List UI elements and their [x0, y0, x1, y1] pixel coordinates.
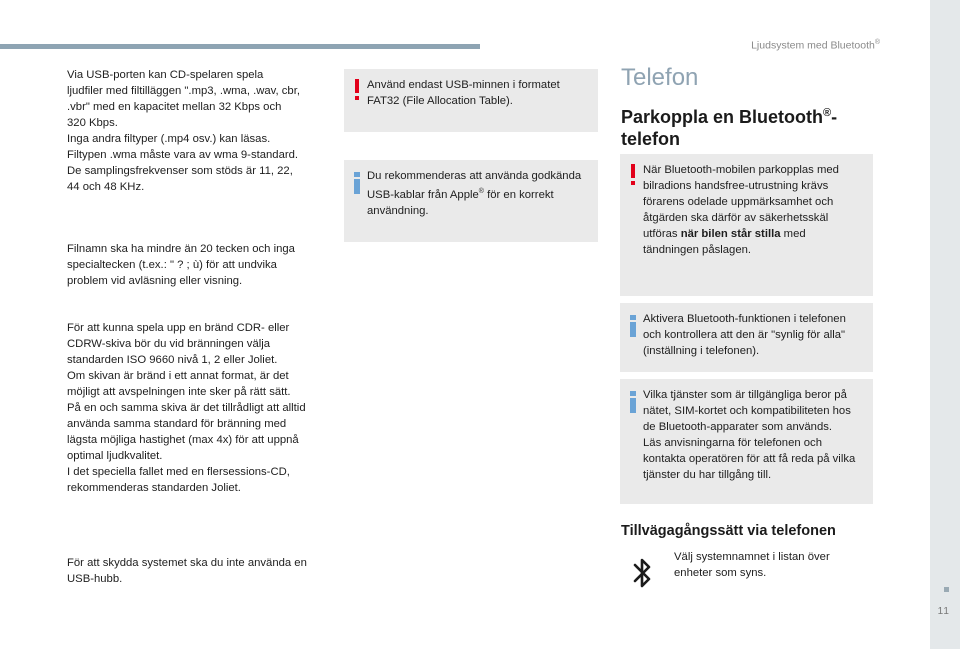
usb-cable-info-text: Du rekommenderas att använda godkända USB-kablar från Apple® för en korrekt användning.: [367, 170, 582, 217]
step-select-system: Välj systemnamnet i listan över enheter som syns.: [674, 551, 830, 579]
usb-warning-text: Använd endast USB-minnen i formatet FAT32 (File Allocation Table).: [367, 79, 560, 107]
info-icon: [352, 172, 362, 196]
top-rule: [0, 44, 480, 49]
filename-paragraph: Filnamn ska ha mindre än 20 tecken och inga specialtecken (t.ex.: " ? ; ù) för att undvika problem vid avläsning eller visning.: [67, 243, 295, 287]
activate-bluetooth-info-box: [620, 303, 873, 372]
bluetooth-icon: [632, 556, 654, 590]
section-title: Telefon: [621, 64, 699, 91]
info-icon: [628, 391, 638, 415]
page-edge-band: [930, 0, 960, 649]
usb-hub-paragraph: För att skydda systemet ska du inte använda en USB-hubb.: [67, 557, 307, 585]
running-header: Ljudsystem med Bluetooth®: [751, 39, 880, 52]
usb-cable-info-box: [344, 160, 598, 242]
page-marker: [944, 587, 949, 592]
pairing-warning-box: [620, 154, 873, 296]
warning-icon: [352, 79, 362, 101]
cdr-paragraph: För att kunna spela upp en bränd CDR- eller CDRW-skiva bör du vid bränningen välja standarden ISO 9660 nivå 1, 2 eller Joliet. Om skivan är bränd i ett annat format, är det möjligt att avspelningen inte sker på rätt sätt. På en och samma skiva är det tillrådligt att alltid använda samma standard för bränning med lägsta möjliga hastighet (max 4x) för att uppnå optimal ljudkvalitet. I det speciella fallet med en flersessions-CD, rekommenderas standarden Joliet.: [67, 322, 306, 494]
services-info-text: Vilka tjänster som är tillgängliga beror på nätet, SIM-kortet och kompatibiliteten hos de Bluetooth-apparater som används. Läs anvisningarna för telefonen och kontakta operatören för att få reda på vilka tjänster du har tillgång till.: [643, 389, 856, 481]
page-number: 11: [937, 606, 950, 617]
usb-warning-box: [344, 69, 598, 132]
pairing-warning-text: När Bluetooth-mobilen parkopplas med bilradions handsfree-utrustning krävs förarens odelade uppmärksamhet och åtgärden ska därför av säkerhetsskäl utföras när bilen står stilla med tändningen påslagen.: [643, 164, 839, 256]
subsection-title: Parkoppla en Bluetooth®- telefon: [621, 107, 838, 149]
activate-bluetooth-text: Aktivera Bluetooth-funktionen i telefonen och kontrollera att den är "synlig för alla" (inställning i telefonen).: [643, 313, 846, 357]
usb-formats-paragraph: Via USB-porten kan CD-spelaren spela ljudfiler med filtilläggen ".mp3, .wma, .wav, cbr, .vbr" med en kapacitet mellan 32 Kbps och 320 Kbps. Inga andra filtyper (.mp4 osv.) kan läsas. Filtypen .wma måste vara av wma 9-standard. De samplingsfrekvenser som stöds är 11, 22, 44 och 48 KHz.: [67, 69, 300, 193]
warning-icon: [628, 164, 638, 186]
procedure-title: Tillvägagångssätt via telefonen: [621, 523, 836, 539]
info-icon: [628, 315, 638, 339]
services-info-box: [620, 379, 873, 504]
